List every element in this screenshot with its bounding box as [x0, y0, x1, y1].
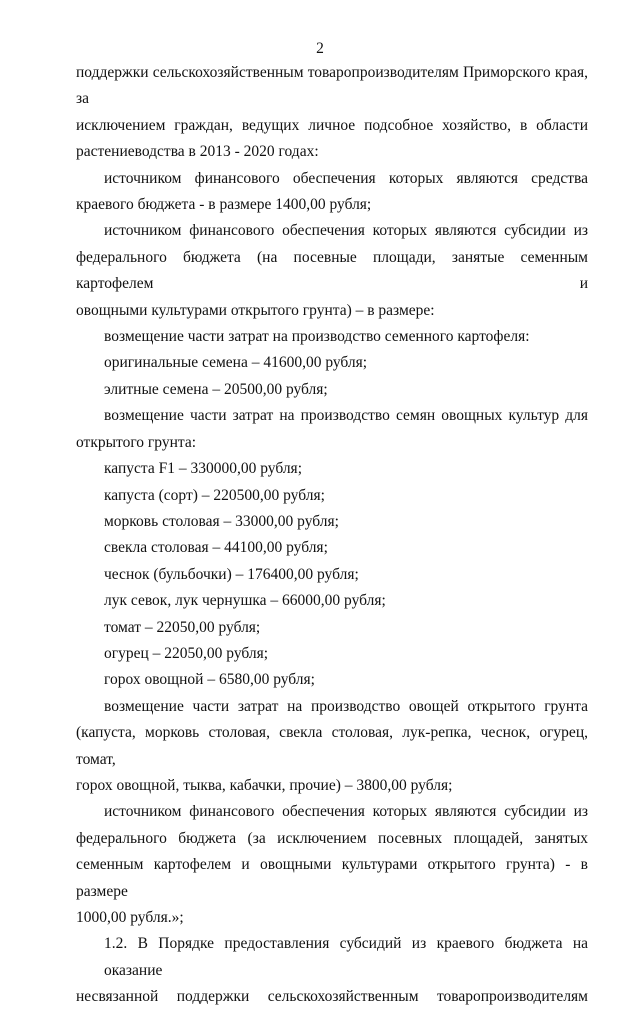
text-line: поддержки сельскохозяйственным товаропроизводителям Приморского края, за — [76, 64, 588, 108]
text-line: (капуста, морковь столовая, свекла столовая, лук-репка, чеснок, огурец, томат, — [76, 724, 588, 768]
text-line: горох овощной, тыква, кабачки, прочие) – 3800,00 рубля; — [76, 776, 453, 794]
text-line: 1000,00 рубля.»; — [76, 909, 184, 926]
text-line: федерального бюджета (за исключением посевных площадей, занятых — [76, 829, 588, 847]
text-line: овощными культурами открытого грунта) – в размере: — [76, 301, 435, 319]
text-line: источником финансового обеспечения которых являются субсидии из — [104, 803, 588, 821]
text-line: несвязанной поддержки сельскохозяйственным товаропроизводителям — [76, 988, 588, 1006]
text-line: возмещение части затрат на производство семенного картофеля: — [104, 328, 530, 346]
text-line: 1.2. В Порядке предоставления субсидий из краевого бюджета на оказание — [104, 935, 588, 979]
text-line: горох овощной – 6580,00 рубля; — [104, 671, 315, 689]
text-line: чеснок (бульбочки) – 176400,00 рубля; — [104, 565, 359, 583]
page-number: 2 — [316, 40, 324, 57]
text-line: краевого бюджета - в размере 1400,00 рубля; — [76, 196, 372, 214]
text-line: федерального бюджета (на посевные площади, занятые семенным картофелем и — [76, 248, 588, 293]
text-line: возмещение части затрат на производство овощей открытого грунта — [104, 697, 588, 715]
text-line: свекла столовая – 44100,00 рубля; — [104, 539, 328, 557]
text-line: источником финансового обеспечения которых являются средства — [104, 169, 588, 187]
text-line: растениеводства в 2013 - 2020 годах: — [76, 143, 319, 161]
text-line: лук севок, лук чернушка – 66000,00 рубля; — [104, 592, 386, 610]
text-line: морковь столовая – 33000,00 рубля; — [104, 512, 339, 530]
text-line: исключением граждан, ведущих личное подсобное хозяйство, в области — [76, 116, 588, 134]
document-body — [76, 60, 588, 1011]
text-line: источником финансового обеспечения которых являются субсидии из — [104, 222, 588, 240]
text-line: семенным картофелем и овощными культурами открытого грунта) - в размере — [76, 856, 588, 900]
text-line: возмещение части затрат на производство семян овощных культур для — [104, 407, 588, 425]
text-line: оригинальные семена – 41600,00 рубля; — [104, 354, 368, 372]
text-line: открытого грунта: — [76, 433, 197, 451]
text-line: томат – 22050,00 рубля; — [104, 618, 261, 636]
text-line: капуста F1 – 330000,00 рубля; — [104, 460, 302, 478]
text-line: элитные семена – 20500,00 рубля; — [104, 380, 328, 398]
text-line: капуста (сорт) – 220500,00 рубля; — [104, 486, 325, 504]
text-line: огурец – 22050,00 рубля; — [104, 644, 269, 662]
